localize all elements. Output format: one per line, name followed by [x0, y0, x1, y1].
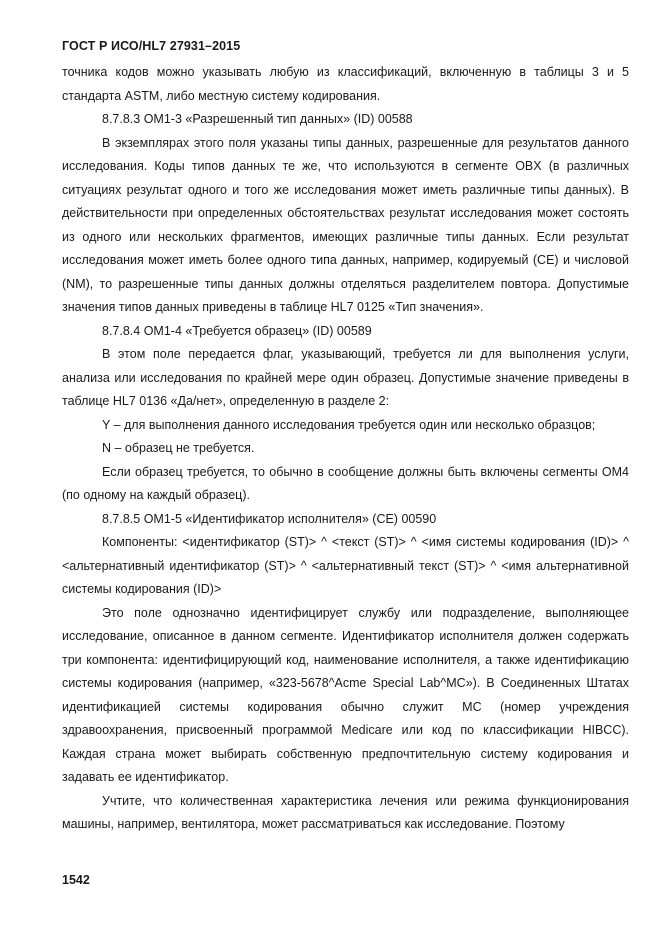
section-heading: 8.7.8.5 OM1-5 «Идентификатор исполнителя» (CE) 00590: [102, 511, 437, 526]
paragraph: Это поле однозначно идентифицирует службу или подразделение, выполняющее исследование, описанное в данном сегменте. Идентификатор исполнителя должен содержать три компонента: идентифицирующий код, наименование исполнителя, а также идентификацию системы кодирования (например, «323-5678^Acme Special Lab^MC»). В Соединенных Штатах идентификацией системы кодирования обычно служит MC (номер учреждения здравоохранения, присвоенный программой Medicare или код по классификации HIBCC). Каждая страна может выбирать собственную предпочтительную систему кодирования и задавать ее идентификатор.: [62, 605, 629, 784]
list-item: N – образец не требуется.: [102, 441, 255, 455]
paragraph: В экземплярах этого поля указаны типы данных, разрешенные для результатов данного исследования. Коды типов данных те же, что используются в сегменте OBX (в различных ситуациях результат одного и того же исследования может иметь различные типы данных). В действительности при определенных обстоятельствах результат исследования может состоять из одного или нескольких фрагментов, имеющих различные типы данных. Если результат исследования может иметь более одного типа данных, например, кодируемый (CE) и числовой (NM), то разрешенные типы данных должны отделяться разделителем повтора. Допустимые значения типов данных приведены в таблице HL7 0125 «Тип значения».: [62, 135, 629, 314]
paragraph: точника кодов можно указывать любую из классификаций, включенную в таблицы 3 и 5 стандарта ASTM, либо местную систему кодирования.: [62, 65, 629, 103]
standard-header: ГОСТ Р ИСО/HL7 27931–2015: [62, 39, 241, 53]
body-text: [62, 61, 629, 837]
paragraph: Учтите, что количественная характеристика лечения или режима функционирования машины, например, вентилятора, может рассматриваться как исследование. Поэтому: [62, 793, 629, 831]
section-heading: 8.7.8.3 OM1-3 «Разрешенный тип данных» (ID) 00588: [102, 112, 413, 126]
paragraph: В этом поле передается флаг, указывающий, требуется ли для выполнения услуги, анализа или исследования по крайней мере один образец. Допустимые значение приведены в таблице HL7 0136 «Да/нет», определенную в разделе 2:: [62, 347, 629, 408]
list-item: Y – для выполнения данного исследования требуется один или несколько образцов;: [102, 417, 596, 432]
section-heading: 8.7.8.4 OM1-4 «Требуется образец» (ID) 00589: [102, 323, 372, 338]
page-number: 1542: [62, 873, 90, 887]
paragraph: Компоненты: <идентификатор (ST)> ^ <текст (ST)> ^ <имя системы кодирования (ID)> ^ <альтернативный идентификатор (ST)> ^ <альтернативный текст (ST)> ^ <имя альтернативной системы кодирования (ID)>: [62, 535, 629, 596]
paragraph: Если образец требуется, то обычно в сообщение должны быть включены сегменты OM4 (по одному на каждый образец).: [62, 464, 629, 502]
